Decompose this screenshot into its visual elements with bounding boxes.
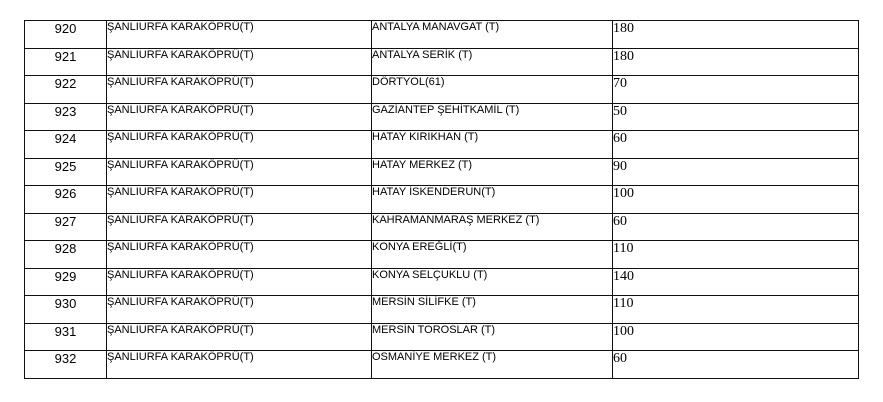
table-row [25, 213, 859, 241]
quota-cell: 60 [613, 131, 859, 159]
destination-cell: HATAY KIRIKHAN (T) [372, 131, 613, 159]
table-row [25, 268, 859, 296]
destination-cell: MERSİN SİLİFKE (T) [372, 296, 613, 324]
origin-cell: ŞANLIURFA KARAKÖPRÜ(T) [107, 103, 372, 131]
assignment-table [24, 20, 859, 379]
row-number: 925 [25, 158, 107, 186]
destination-cell: DÖRTYOL(61) [372, 76, 613, 104]
row-number: 920 [25, 21, 107, 49]
destination-cell: MERSİN TOROSLAR (T) [372, 323, 613, 351]
row-number: 927 [25, 213, 107, 241]
destination-cell: HATAY MERKEZ (T) [372, 158, 613, 186]
origin-cell: ŞANLIURFA KARAKÖPRÜ(T) [107, 268, 372, 296]
quota-cell: 100 [613, 186, 859, 214]
quota-cell: 90 [613, 158, 859, 186]
origin-cell: ŞANLIURFA KARAKÖPRÜ(T) [107, 351, 372, 379]
origin-cell: ŞANLIURFA KARAKÖPRÜ(T) [107, 296, 372, 324]
row-number: 923 [25, 103, 107, 131]
row-number: 930 [25, 296, 107, 324]
destination-cell: KAHRAMANMARAŞ MERKEZ (T) [372, 213, 613, 241]
quota-cell: 60 [613, 213, 859, 241]
destination-cell: HATAY İSKENDERUN(T) [372, 186, 613, 214]
table-body [25, 21, 859, 379]
origin-cell: ŞANLIURFA KARAKÖPRÜ(T) [107, 76, 372, 104]
quota-cell: 60 [613, 351, 859, 379]
row-number: 921 [25, 48, 107, 76]
destination-cell: OSMANİYE MERKEZ (T) [372, 351, 613, 379]
origin-cell: ŞANLIURFA KARAKÖPRÜ(T) [107, 186, 372, 214]
table-row [25, 48, 859, 76]
table-row [25, 296, 859, 324]
origin-cell: ŞANLIURFA KARAKÖPRÜ(T) [107, 21, 372, 49]
row-number: 928 [25, 241, 107, 269]
quota-cell: 180 [613, 48, 859, 76]
destination-cell: ANTALYA SERİK (T) [372, 48, 613, 76]
quota-cell: 70 [613, 76, 859, 104]
table-row [25, 103, 859, 131]
origin-cell: ŞANLIURFA KARAKÖPRÜ(T) [107, 48, 372, 76]
row-number: 931 [25, 323, 107, 351]
quota-cell: 110 [613, 296, 859, 324]
quota-cell: 140 [613, 268, 859, 296]
table-row [25, 158, 859, 186]
origin-cell: ŞANLIURFA KARAKÖPRÜ(T) [107, 241, 372, 269]
quota-cell: 180 [613, 21, 859, 49]
origin-cell: ŞANLIURFA KARAKÖPRÜ(T) [107, 213, 372, 241]
row-number: 926 [25, 186, 107, 214]
origin-cell: ŞANLIURFA KARAKÖPRÜ(T) [107, 323, 372, 351]
quota-cell: 50 [613, 103, 859, 131]
table-row [25, 351, 859, 379]
table-row [25, 76, 859, 104]
origin-cell: ŞANLIURFA KARAKÖPRÜ(T) [107, 131, 372, 159]
destination-cell: KONYA SELÇUKLU (T) [372, 268, 613, 296]
row-number: 924 [25, 131, 107, 159]
table-row [25, 186, 859, 214]
row-number: 929 [25, 268, 107, 296]
destination-cell: GAZİANTEP ŞEHİTKAMİL (T) [372, 103, 613, 131]
destination-cell: KONYA EREĞLİ(T) [372, 241, 613, 269]
quota-cell: 100 [613, 323, 859, 351]
row-number: 922 [25, 76, 107, 104]
table-row [25, 131, 859, 159]
table-row [25, 241, 859, 269]
table-row [25, 21, 859, 49]
destination-cell: ANTALYA MANAVGAT (T) [372, 21, 613, 49]
quota-cell: 110 [613, 241, 859, 269]
origin-cell: ŞANLIURFA KARAKÖPRÜ(T) [107, 158, 372, 186]
table-row [25, 323, 859, 351]
row-number: 932 [25, 351, 107, 379]
